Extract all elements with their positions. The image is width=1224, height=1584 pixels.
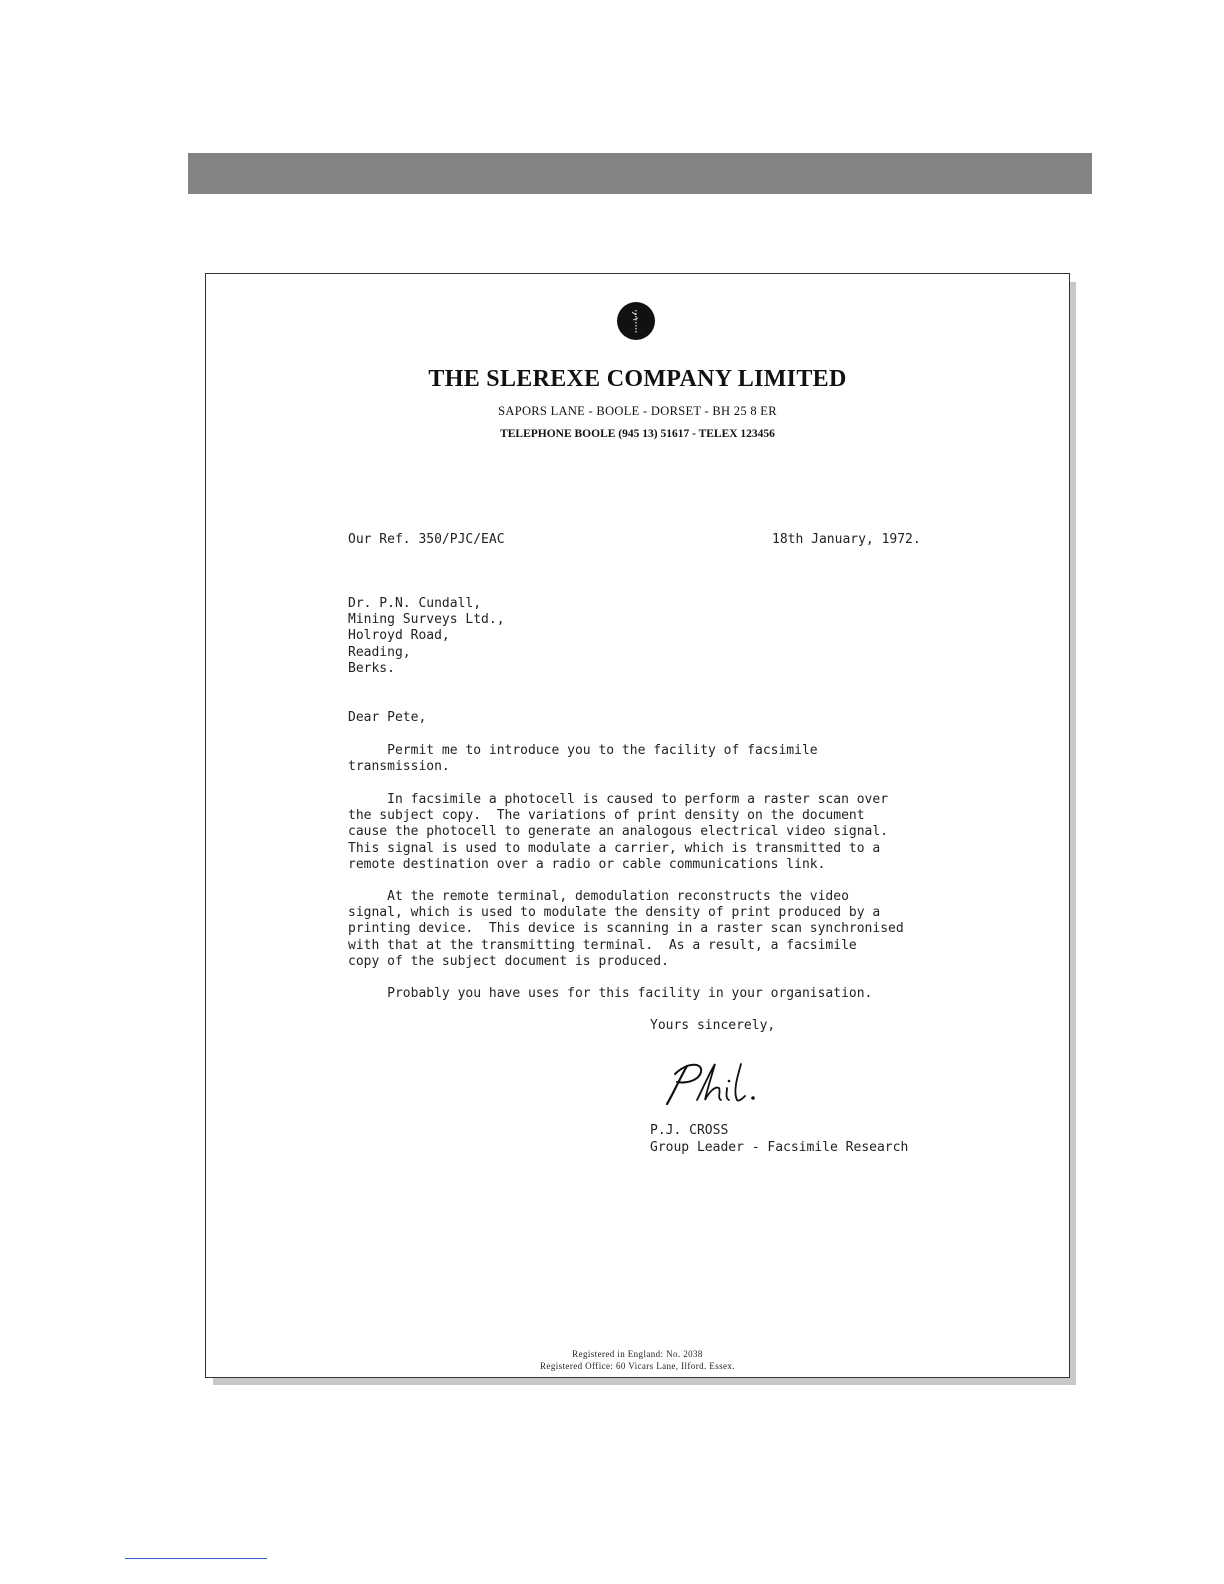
header-bar: [188, 153, 1092, 194]
slerexe-logo-icon: [617, 302, 655, 340]
signer-title: Group Leader - Facsimile Research: [650, 1140, 909, 1155]
body-paragraph: In facsimile a photocell is caused to perform a raster scan over the subject copy. The variations of print density on the document cause the photocell to generate an analogous electrical video signal. This signal is used to modulate a carrier, which is transmitted to a remote destination over a radio or cable communications link.: [348, 792, 889, 872]
valediction: Yours sincerely,: [650, 1018, 776, 1033]
recipient-line: Reading,: [348, 644, 411, 660]
company-address: SAPORS LANE - BOOLE - DORSET - BH 25 8 ER: [498, 404, 777, 418]
our-reference: Our Ref. 350/PJC/EAC: [348, 532, 505, 547]
recipient-line: Dr. P.N. Cundall,: [348, 596, 482, 611]
recipient-line: Mining Surveys Ltd.,: [348, 612, 505, 628]
salutation: Dear Pete,: [348, 710, 427, 725]
handwritten-signature: [661, 1056, 771, 1118]
footer-office: Registered Office: 60 Vicars Lane, Ilford. Essex.: [540, 1361, 735, 1371]
footer-registration: Registered in England: No. 2038: [572, 1349, 703, 1359]
recipient-address: [348, 596, 505, 677]
body-paragraph: Probably you have uses for this facility in your organisation.: [348, 986, 873, 1001]
recipient-line: Holroyd Road,: [348, 628, 450, 644]
letter-page: [205, 273, 1070, 1378]
signer-name: P.J. CROSS: [650, 1123, 729, 1138]
company-name: THE SLEREXE COMPANY LIMITED: [428, 366, 847, 392]
company-logo-icon: [617, 302, 655, 340]
body-paragraph: At the remote terminal, demodulation reconstructs the video signal, which is used to modulate the density of print produced by a printing device. This device is scanning in a raster scan synchronised with that at the transmitting terminal. As a result, a facsimile copy of the subject document is produced.: [348, 889, 904, 969]
recipient-line: Berks.: [348, 660, 395, 676]
footnote-separator: [125, 1558, 267, 1559]
letter-date: 18th January, 1972.: [772, 532, 921, 547]
body-paragraph: Permit me to introduce you to the facility of facsimile transmission.: [348, 743, 818, 775]
company-telephone: TELEPHONE BOOLE (945 13) 51617 - TELEX 123456: [500, 428, 775, 440]
